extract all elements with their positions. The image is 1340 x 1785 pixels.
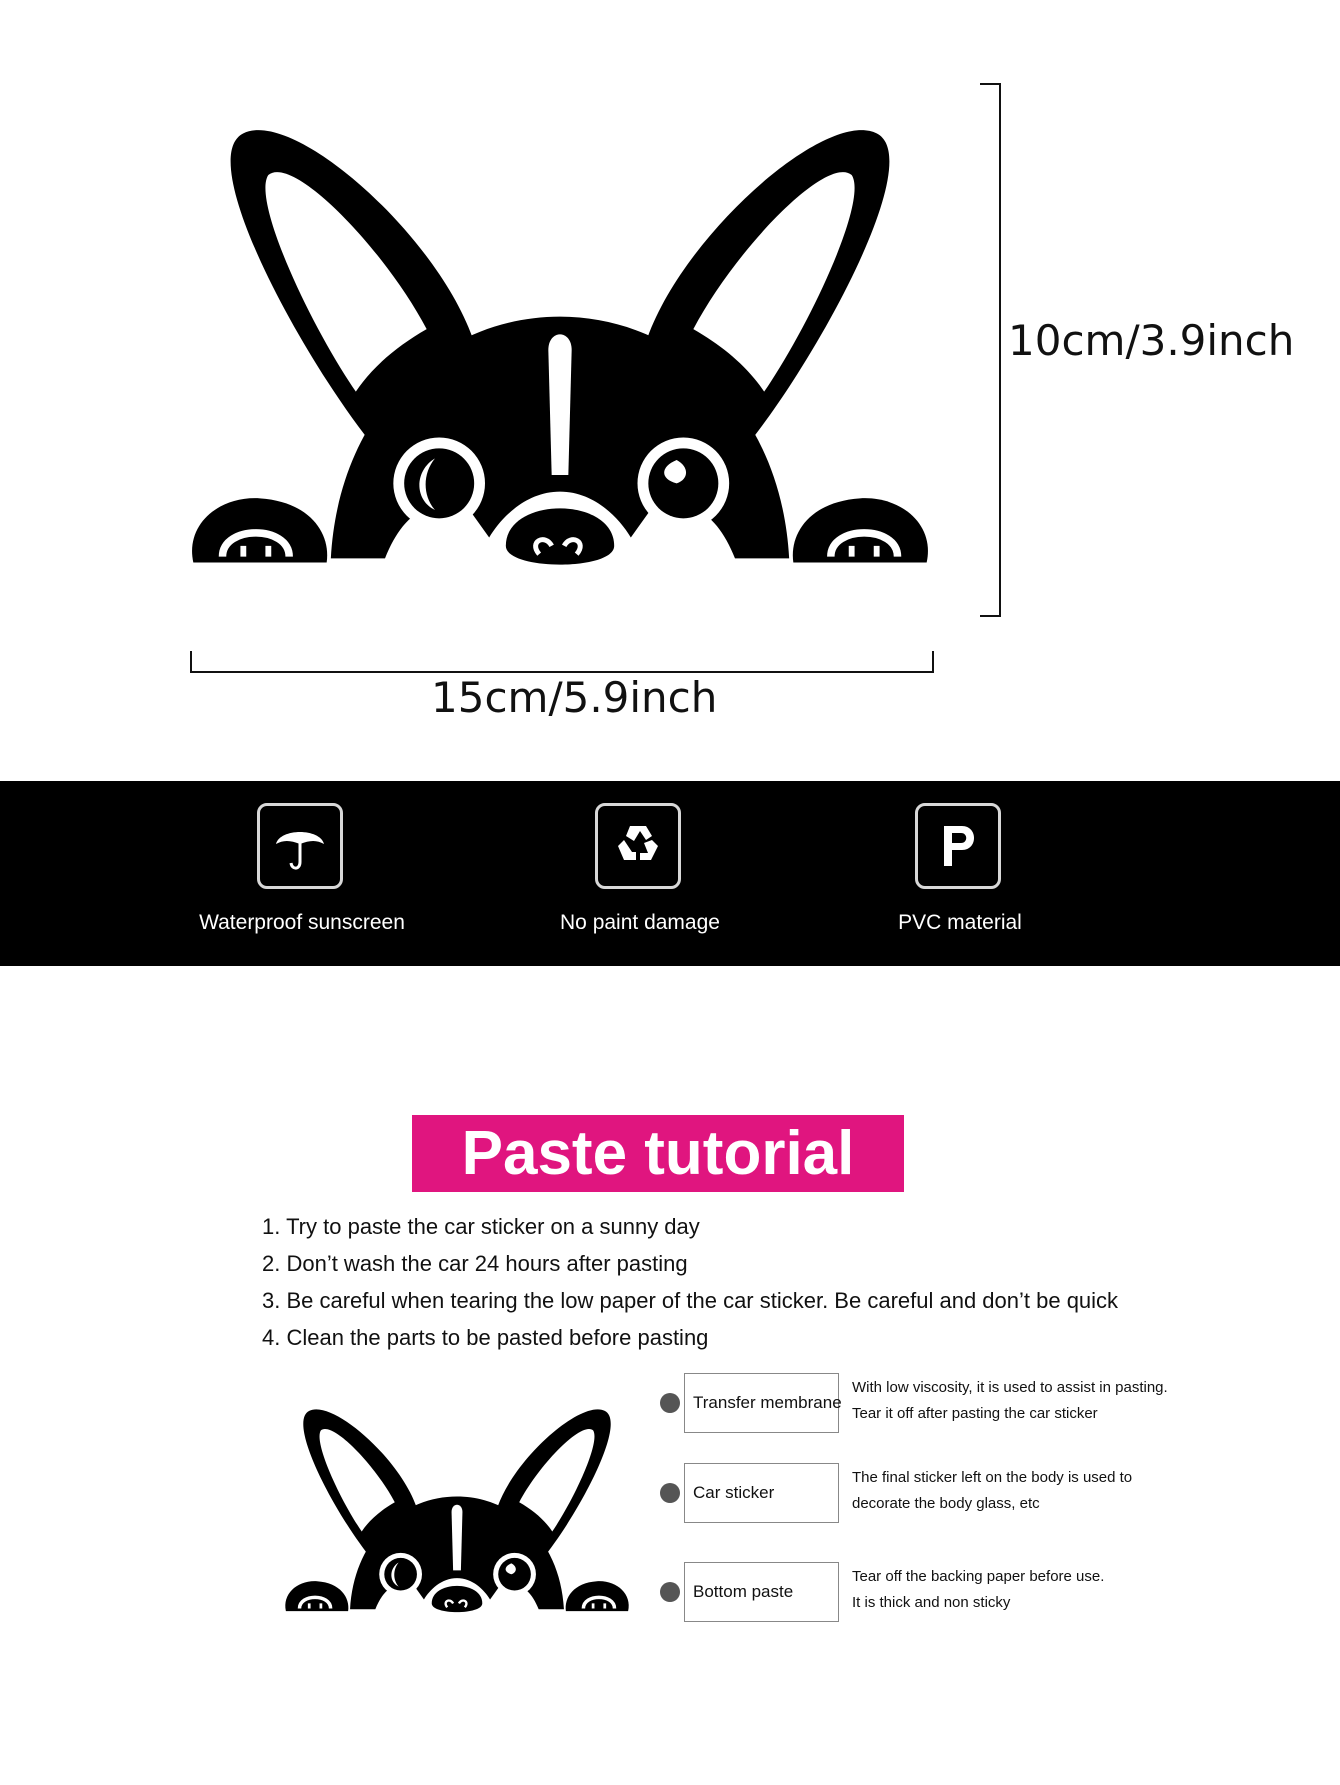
- layer-transfer-membrane: [660, 1379, 1180, 1473]
- feature-pvc-material: [810, 781, 1110, 966]
- layer-description-line: Tear off the backing paper before use.: [852, 1568, 1105, 1585]
- feature-label: PVC material: [898, 911, 1022, 934]
- dog-sticker-small: [282, 1386, 632, 1638]
- feature-label: No paint damage: [560, 911, 720, 934]
- layer-description-line: It is thick and non sticky: [852, 1594, 1011, 1611]
- height-dimension-line: [999, 84, 1001, 616]
- width-dimension-cap-left: [190, 651, 192, 673]
- layer-description: [852, 1564, 1192, 1616]
- feature-band: [0, 781, 1340, 966]
- tutorial-step: 4. Clean the parts to be pasted before pasting: [262, 1325, 709, 1350]
- layer-description-line: The final sticker left on the body is used to: [852, 1469, 1133, 1486]
- width-dimension-cap-right: [932, 651, 934, 673]
- tutorial-step: 1. Try to paste the car sticker on a sunny day: [262, 1214, 700, 1239]
- tutorial-step: 2. Don’t wash the car 24 hours after pasting: [262, 1251, 688, 1276]
- height-dimension-cap-top: [980, 83, 1001, 85]
- parking-p-icon: [915, 803, 1001, 889]
- layer-car-sticker: [660, 1469, 1180, 1563]
- umbrella-icon: [257, 803, 343, 889]
- layer-name: Bottom paste: [684, 1562, 839, 1622]
- layer-description: [852, 1465, 1192, 1517]
- bullet-dot-icon: [660, 1582, 680, 1602]
- layer-name: Transfer membrane: [684, 1373, 839, 1433]
- feature-label: Waterproof sunscreen: [199, 911, 405, 934]
- layer-description-line: Tear it off after pasting the car sticker: [852, 1405, 1098, 1422]
- bullet-dot-icon: [660, 1393, 680, 1413]
- width-label: 15cm/5.9inch: [431, 673, 718, 722]
- feature-waterproof: [152, 781, 452, 966]
- tutorial-step: 3. Be careful when tearing the low paper of the car sticker. Be careful and don’t be quick: [262, 1288, 1119, 1313]
- layer-name: Car sticker: [684, 1463, 839, 1523]
- dog-sticker-large: [185, 80, 935, 620]
- layer-bottom-paste: [660, 1568, 1180, 1662]
- layer-description: [852, 1375, 1192, 1427]
- feature-no-paint-damage: [490, 781, 790, 966]
- bullet-dot-icon: [660, 1483, 680, 1503]
- layer-description-line: decorate the body glass, etc: [852, 1495, 1040, 1512]
- tutorial-steps: [262, 1208, 1118, 1356]
- layer-description-line: With low viscosity, it is used to assist in pasting.: [852, 1379, 1168, 1396]
- height-label: 10cm/3.9inch: [1008, 316, 1295, 365]
- tutorial-title: Paste tutorial: [412, 1115, 904, 1192]
- recycle-icon: [595, 803, 681, 889]
- height-dimension-cap-bottom: [980, 615, 1001, 617]
